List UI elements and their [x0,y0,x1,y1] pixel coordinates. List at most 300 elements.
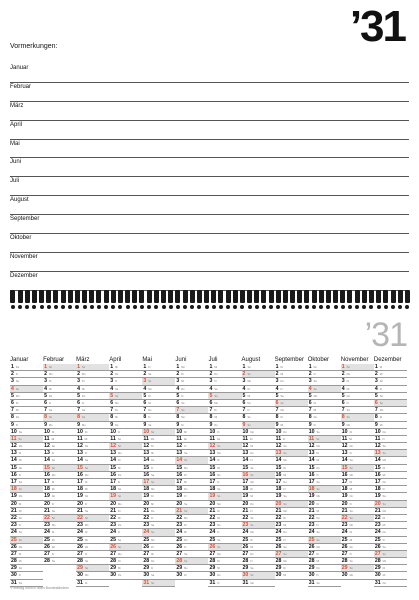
day-cell[interactable] [109,551,142,558]
day-cell[interactable] [76,378,109,385]
day-cell[interactable] [208,537,241,544]
day-cell[interactable] [10,422,43,429]
day-cell[interactable] [308,529,341,536]
day-cell[interactable] [341,486,374,493]
day-cell[interactable] [374,443,407,450]
day-cell[interactable] [175,479,208,486]
day-cell[interactable] [374,414,407,421]
day-cell[interactable] [175,565,208,572]
day-cell[interactable] [43,378,76,385]
day-cell[interactable] [341,544,374,551]
day-cell[interactable] [142,407,175,414]
day-cell[interactable] [208,407,241,414]
day-cell[interactable] [43,465,76,472]
day-cell[interactable] [142,429,175,436]
day-cell[interactable] [175,393,208,400]
day-cell[interactable] [341,364,374,371]
note-row-september[interactable] [10,215,409,234]
day-cell[interactable] [142,479,175,486]
day-cell[interactable] [208,508,241,515]
day-cell[interactable] [374,422,407,429]
day-cell[interactable] [242,386,275,393]
day-cell[interactable] [76,472,109,479]
day-cell[interactable] [208,580,241,587]
day-cell[interactable] [308,565,341,572]
day-cell[interactable] [275,457,308,464]
day-cell[interactable] [208,393,241,400]
day-cell[interactable] [142,371,175,378]
day-cell[interactable] [208,529,241,536]
day-cell[interactable] [275,436,308,443]
day-cell[interactable] [208,472,241,479]
day-cell[interactable] [10,386,43,393]
day-cell[interactable] [275,378,308,385]
day-cell[interactable] [341,572,374,579]
day-cell[interactable] [175,472,208,479]
day-cell[interactable] [109,364,142,371]
day-cell[interactable] [175,551,208,558]
day-cell[interactable] [10,508,43,515]
day-cell[interactable] [308,429,341,436]
day-cell[interactable] [374,378,407,385]
day-cell[interactable] [43,537,76,544]
day-cell[interactable] [208,479,241,486]
day-cell[interactable] [275,486,308,493]
day-cell[interactable] [308,364,341,371]
day-cell[interactable] [142,422,175,429]
day-cell[interactable] [341,465,374,472]
day-cell[interactable] [374,551,407,558]
note-row-mai[interactable] [10,140,409,159]
day-cell[interactable] [341,371,374,378]
day-cell[interactable] [374,364,407,371]
day-cell[interactable] [76,544,109,551]
day-cell[interactable] [43,436,76,443]
day-cell[interactable] [43,486,76,493]
note-row-juli[interactable] [10,177,409,196]
day-cell[interactable] [43,544,76,551]
day-cell[interactable] [43,443,76,450]
day-cell[interactable] [208,465,241,472]
day-cell[interactable] [308,572,341,579]
day-cell[interactable] [242,400,275,407]
day-cell[interactable] [109,501,142,508]
day-cell[interactable] [142,465,175,472]
day-cell[interactable] [76,565,109,572]
day-cell[interactable] [109,493,142,500]
note-row-april[interactable] [10,121,409,140]
day-cell[interactable] [341,529,374,536]
day-cell[interactable] [76,443,109,450]
day-cell[interactable] [275,400,308,407]
day-cell[interactable] [142,508,175,515]
day-cell[interactable] [43,529,76,536]
day-cell[interactable] [109,443,142,450]
day-cell[interactable] [341,386,374,393]
day-cell[interactable] [43,393,76,400]
day-cell[interactable] [242,393,275,400]
day-cell[interactable] [142,493,175,500]
day-cell[interactable] [308,479,341,486]
day-cell[interactable] [142,378,175,385]
day-cell[interactable] [308,537,341,544]
day-cell[interactable] [109,479,142,486]
day-cell[interactable] [175,400,208,407]
day-cell[interactable] [208,422,241,429]
day-cell[interactable] [208,443,241,450]
day-cell[interactable] [374,572,407,579]
day-cell[interactable] [10,436,43,443]
day-cell[interactable] [109,393,142,400]
day-cell[interactable] [109,565,142,572]
day-cell[interactable] [275,479,308,486]
day-cell[interactable] [109,522,142,529]
day-cell[interactable] [275,493,308,500]
day-cell[interactable] [43,501,76,508]
day-cell[interactable] [109,371,142,378]
day-cell[interactable] [341,443,374,450]
day-cell[interactable] [275,429,308,436]
day-cell[interactable] [142,529,175,536]
day-cell[interactable] [142,443,175,450]
day-cell[interactable] [374,558,407,565]
day-cell[interactable] [308,436,341,443]
day-cell[interactable] [242,580,275,587]
day-cell[interactable] [374,436,407,443]
day-cell[interactable] [275,537,308,544]
day-cell[interactable] [275,465,308,472]
day-cell[interactable] [175,443,208,450]
day-cell[interactable] [76,422,109,429]
day-cell[interactable] [10,544,43,551]
day-cell[interactable] [341,515,374,522]
day-cell[interactable] [175,429,208,436]
day-cell[interactable] [208,429,241,436]
day-cell[interactable] [43,364,76,371]
day-cell[interactable] [43,450,76,457]
day-cell[interactable] [242,407,275,414]
day-cell[interactable] [10,429,43,436]
day-cell[interactable] [175,386,208,393]
day-cell[interactable] [142,393,175,400]
day-cell[interactable] [10,414,43,421]
day-cell[interactable] [341,429,374,436]
day-cell[interactable] [341,393,374,400]
day-cell[interactable] [208,551,241,558]
day-cell[interactable] [10,479,43,486]
day-cell[interactable] [76,486,109,493]
day-cell[interactable] [242,364,275,371]
day-cell[interactable] [242,472,275,479]
day-cell[interactable] [275,522,308,529]
day-cell[interactable] [76,393,109,400]
day-cell[interactable] [308,501,341,508]
day-cell[interactable] [374,465,407,472]
day-cell[interactable] [175,493,208,500]
day-cell[interactable] [109,414,142,421]
day-cell[interactable] [341,501,374,508]
day-cell[interactable] [76,515,109,522]
day-cell[interactable] [341,407,374,414]
day-cell[interactable] [341,508,374,515]
day-cell[interactable] [43,508,76,515]
day-cell[interactable] [76,414,109,421]
day-cell[interactable] [208,515,241,522]
day-cell[interactable] [341,436,374,443]
day-cell[interactable] [242,457,275,464]
day-cell[interactable] [308,443,341,450]
day-cell[interactable] [109,558,142,565]
day-cell[interactable] [308,378,341,385]
day-cell[interactable] [76,436,109,443]
day-cell[interactable] [275,515,308,522]
day-cell[interactable] [275,443,308,450]
day-cell[interactable] [142,436,175,443]
day-cell[interactable] [109,407,142,414]
day-cell[interactable] [308,515,341,522]
day-cell[interactable] [175,501,208,508]
day-cell[interactable] [341,565,374,572]
day-cell[interactable] [175,378,208,385]
day-cell[interactable] [76,450,109,457]
day-cell[interactable] [109,436,142,443]
day-cell[interactable] [76,501,109,508]
day-cell[interactable] [109,508,142,515]
day-cell[interactable] [275,501,308,508]
day-cell[interactable] [43,371,76,378]
day-cell[interactable] [142,565,175,572]
day-cell[interactable] [142,386,175,393]
day-cell[interactable] [43,400,76,407]
day-cell[interactable] [76,400,109,407]
day-cell[interactable] [341,479,374,486]
day-cell[interactable] [76,580,109,587]
note-row-oktober[interactable] [10,234,409,253]
day-cell[interactable] [208,565,241,572]
note-row-juni[interactable] [10,158,409,177]
day-cell[interactable] [374,393,407,400]
day-cell[interactable] [109,515,142,522]
day-cell[interactable] [242,378,275,385]
note-row-november[interactable] [10,253,409,272]
day-cell[interactable] [242,501,275,508]
day-cell[interactable] [208,414,241,421]
day-cell[interactable] [374,479,407,486]
day-cell[interactable] [10,486,43,493]
day-cell[interactable] [242,436,275,443]
day-cell[interactable] [76,522,109,529]
day-cell[interactable] [275,558,308,565]
day-cell[interactable] [142,544,175,551]
day-cell[interactable] [43,386,76,393]
day-cell[interactable] [10,565,43,572]
day-cell[interactable] [76,371,109,378]
day-cell[interactable] [175,522,208,529]
day-cell[interactable] [76,386,109,393]
day-cell[interactable] [10,400,43,407]
day-cell[interactable] [374,486,407,493]
day-cell[interactable] [109,572,142,579]
day-cell[interactable] [275,572,308,579]
day-cell[interactable] [43,479,76,486]
day-cell[interactable] [43,551,76,558]
day-cell[interactable] [308,422,341,429]
day-cell[interactable] [275,472,308,479]
day-cell[interactable] [275,407,308,414]
day-cell[interactable] [341,522,374,529]
day-cell[interactable] [275,371,308,378]
day-cell[interactable] [242,371,275,378]
day-cell[interactable] [175,414,208,421]
day-cell[interactable] [308,450,341,457]
day-cell[interactable] [10,407,43,414]
day-cell[interactable] [208,501,241,508]
day-cell[interactable] [308,386,341,393]
day-cell[interactable] [10,393,43,400]
day-cell[interactable] [142,515,175,522]
day-cell[interactable] [242,493,275,500]
day-cell[interactable] [10,443,43,450]
day-cell[interactable] [308,493,341,500]
day-cell[interactable] [109,422,142,429]
day-cell[interactable] [175,371,208,378]
day-cell[interactable] [10,501,43,508]
day-cell[interactable] [175,515,208,522]
day-cell[interactable] [242,565,275,572]
day-cell[interactable] [275,393,308,400]
day-cell[interactable] [10,515,43,522]
day-cell[interactable] [242,529,275,536]
day-cell[interactable] [109,378,142,385]
day-cell[interactable] [341,472,374,479]
day-cell[interactable] [374,429,407,436]
day-cell[interactable] [341,450,374,457]
day-cell[interactable] [242,508,275,515]
day-cell[interactable] [10,450,43,457]
day-cell[interactable] [109,450,142,457]
day-cell[interactable] [10,522,43,529]
day-cell[interactable] [208,522,241,529]
day-cell[interactable] [308,558,341,565]
day-cell[interactable] [76,529,109,536]
day-cell[interactable] [242,515,275,522]
day-cell[interactable] [208,457,241,464]
day-cell[interactable] [109,537,142,544]
day-cell[interactable] [308,580,341,587]
day-cell[interactable] [208,400,241,407]
day-cell[interactable] [341,493,374,500]
day-cell[interactable] [76,551,109,558]
day-cell[interactable] [308,457,341,464]
day-cell[interactable] [275,508,308,515]
day-cell[interactable] [10,472,43,479]
day-cell[interactable] [142,450,175,457]
note-row-dezember[interactable] [10,272,409,291]
day-cell[interactable] [142,572,175,579]
day-cell[interactable] [308,508,341,515]
note-row-august[interactable] [10,196,409,215]
day-cell[interactable] [374,493,407,500]
day-cell[interactable] [374,386,407,393]
day-cell[interactable] [10,378,43,385]
day-cell[interactable] [109,486,142,493]
day-cell[interactable] [43,472,76,479]
day-cell[interactable] [374,501,407,508]
day-cell[interactable] [175,450,208,457]
day-cell[interactable] [374,537,407,544]
day-cell[interactable] [175,436,208,443]
day-cell[interactable] [275,364,308,371]
day-cell[interactable] [275,529,308,536]
day-cell[interactable] [142,551,175,558]
day-cell[interactable] [208,450,241,457]
day-cell[interactable] [175,486,208,493]
note-row-maerz[interactable] [10,102,409,121]
day-cell[interactable] [341,457,374,464]
day-cell[interactable] [109,386,142,393]
day-cell[interactable] [43,457,76,464]
day-cell[interactable] [341,551,374,558]
day-cell[interactable] [308,486,341,493]
day-cell[interactable] [242,537,275,544]
day-cell[interactable] [76,465,109,472]
day-cell[interactable] [109,529,142,536]
day-cell[interactable] [142,537,175,544]
day-cell[interactable] [175,364,208,371]
day-cell[interactable] [76,537,109,544]
day-cell[interactable] [175,544,208,551]
day-cell[interactable] [43,558,76,565]
day-cell[interactable] [374,371,407,378]
day-cell[interactable] [10,465,43,472]
day-cell[interactable] [175,572,208,579]
day-cell[interactable] [76,429,109,436]
day-cell[interactable] [142,457,175,464]
day-cell[interactable] [10,529,43,536]
day-cell[interactable] [208,364,241,371]
day-cell[interactable] [374,522,407,529]
day-cell[interactable] [242,414,275,421]
day-cell[interactable] [76,479,109,486]
day-cell[interactable] [175,457,208,464]
day-cell[interactable] [76,572,109,579]
day-cell[interactable] [341,558,374,565]
day-cell[interactable] [242,450,275,457]
day-cell[interactable] [175,508,208,515]
day-cell[interactable] [10,558,43,565]
day-cell[interactable] [10,551,43,558]
day-cell[interactable] [109,400,142,407]
day-cell[interactable] [175,537,208,544]
day-cell[interactable] [208,572,241,579]
day-cell[interactable] [308,522,341,529]
day-cell[interactable] [208,436,241,443]
day-cell[interactable] [208,493,241,500]
day-cell[interactable] [76,558,109,565]
day-cell[interactable] [10,371,43,378]
day-cell[interactable] [308,472,341,479]
day-cell[interactable] [374,450,407,457]
day-cell[interactable] [308,400,341,407]
day-cell[interactable] [341,400,374,407]
day-cell[interactable] [142,400,175,407]
day-cell[interactable] [175,529,208,536]
day-cell[interactable] [308,407,341,414]
day-cell[interactable] [10,537,43,544]
day-cell[interactable] [76,364,109,371]
day-cell[interactable] [374,565,407,572]
day-cell[interactable] [341,537,374,544]
